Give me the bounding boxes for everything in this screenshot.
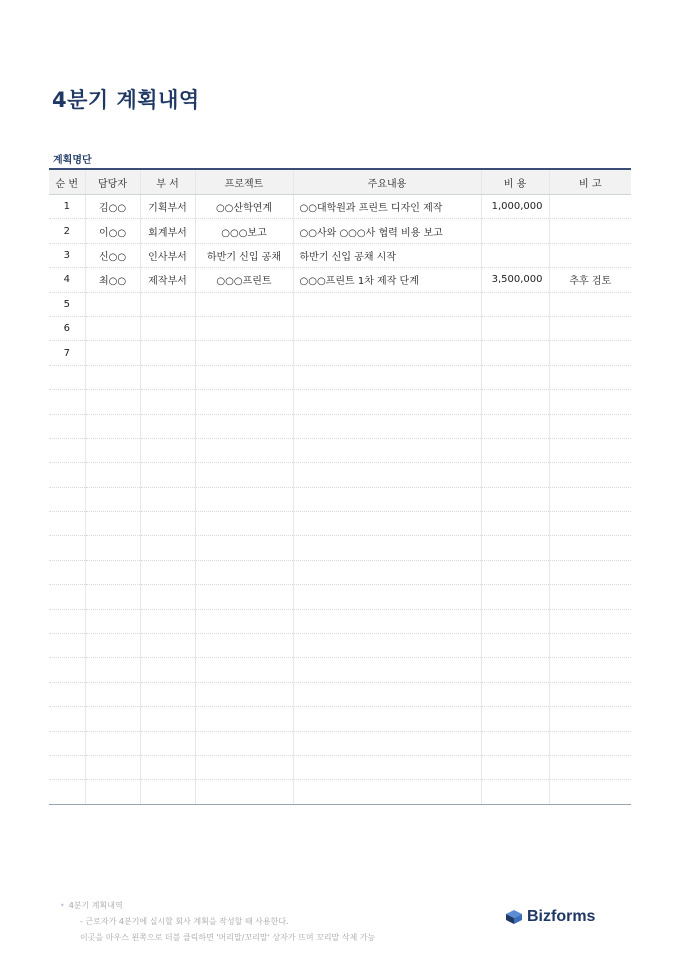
table-row [49,707,631,731]
cell-project [195,707,293,731]
cell-remarks [549,463,631,487]
cell-manager: 김○○ [85,195,140,219]
cell-department [140,487,195,511]
cell-department [140,585,195,609]
cell-project [195,780,293,804]
cell-department [140,658,195,682]
cell-number [49,634,85,658]
table-row [49,365,631,389]
cell-content: 하반기 신입 공채 시작 [293,243,481,267]
table-row [49,512,631,536]
cell-content: ○○대학원과 프린트 디자인 제작 [293,195,481,219]
cell-manager [85,707,140,731]
cell-content [293,634,481,658]
cell-cost [481,341,549,365]
cell-manager [85,731,140,755]
cell-manager [85,512,140,536]
logo-text: Bizforms [527,908,596,925]
table-row [49,463,631,487]
cell-cost [481,438,549,462]
cell-remarks [549,292,631,316]
cell-number: 4 [49,268,85,292]
cell-number: 2 [49,219,85,243]
cell-content [293,560,481,584]
section-label: 계획명단 [53,155,92,166]
table-row [49,438,631,462]
cell-manager [85,536,140,560]
cell-cost [481,316,549,340]
cell-content [293,682,481,706]
cell-remarks [549,609,631,633]
cell-remarks [549,243,631,267]
cell-project [195,292,293,316]
cell-content [293,316,481,340]
cell-number [49,390,85,414]
cell-remarks: 추후 검토 [549,268,631,292]
cell-department: 제작부서 [140,268,195,292]
cell-cost [481,780,549,804]
cell-remarks [549,707,631,731]
table-row [49,414,631,438]
cell-department [140,316,195,340]
cell-content [293,365,481,389]
table-row [49,634,631,658]
cell-content [293,292,481,316]
cell-content [293,512,481,536]
col-header-number: 순 번 [49,169,85,195]
table-row [49,243,631,267]
cell-cost [481,512,549,536]
table-row [49,585,631,609]
cell-department [140,512,195,536]
cell-content [293,585,481,609]
table-body [49,195,631,805]
cell-cost [481,707,549,731]
cell-number [49,780,85,804]
cell-content [293,341,481,365]
cell-number: 6 [49,316,85,340]
cell-number [49,707,85,731]
cell-content [293,390,481,414]
cell-number [49,463,85,487]
cell-remarks [549,219,631,243]
cell-department [140,560,195,584]
table-row [49,560,631,584]
cell-remarks [549,195,631,219]
cell-manager: 신○○ [85,243,140,267]
bizforms-logo-icon [505,909,523,925]
cell-department [140,438,195,462]
cell-cost [481,219,549,243]
cell-department [140,609,195,633]
table-header-row [49,169,631,195]
page-title: 4분기 계획내역 [52,88,200,112]
cell-manager [85,609,140,633]
cell-content [293,463,481,487]
cell-content [293,414,481,438]
cell-department [140,634,195,658]
cell-manager [85,341,140,365]
cell-project [195,755,293,779]
cell-cost [481,560,549,584]
cell-department [140,341,195,365]
cell-content [293,438,481,462]
cell-cost [481,585,549,609]
cell-remarks [549,390,631,414]
cell-content: ○○○프린트 1차 제작 단계 [293,268,481,292]
cell-cost: 1,000,000 [481,195,549,219]
cell-content [293,487,481,511]
cell-project [195,512,293,536]
cell-number [49,609,85,633]
cell-manager [85,682,140,706]
cell-cost [481,536,549,560]
cell-project [195,365,293,389]
table-row [49,219,631,243]
col-header-department: 부 서 [140,169,195,195]
cell-cost [481,414,549,438]
cell-number [49,365,85,389]
cell-remarks [549,438,631,462]
cell-manager [85,780,140,804]
table-row [49,268,631,292]
cell-cost [481,609,549,633]
cell-department [140,682,195,706]
cell-project: 하반기 신입 공채 [195,243,293,267]
cell-number [49,560,85,584]
col-header-project: 프로젝트 [195,169,293,195]
cell-project [195,341,293,365]
cell-project [195,585,293,609]
cell-remarks [549,487,631,511]
cell-remarks [549,365,631,389]
cell-project [195,414,293,438]
cell-number: 1 [49,195,85,219]
cell-department [140,731,195,755]
cell-project: ○○○보고 [195,219,293,243]
cell-content [293,658,481,682]
table-row [49,292,631,316]
table-row [49,755,631,779]
cell-cost [481,463,549,487]
cell-content [293,536,481,560]
cell-manager: 이○○ [85,219,140,243]
cell-department [140,707,195,731]
cell-cost [481,292,549,316]
cell-project [195,536,293,560]
table-row [49,341,631,365]
plan-table [49,168,631,805]
table-row [49,609,631,633]
cell-cost [481,365,549,389]
cell-project [195,316,293,340]
table-row [49,316,631,340]
cell-department [140,780,195,804]
cell-project [195,438,293,462]
notes-line: - 근로자가 4분기에 실시할 회사 계획을 작성할 때 사용한다. [80,917,289,926]
cell-project [195,463,293,487]
cell-number [49,536,85,560]
cell-remarks [549,414,631,438]
table-row [49,390,631,414]
cell-department [140,755,195,779]
col-header-remarks: 비 고 [549,169,631,195]
cell-content [293,780,481,804]
table-row [49,195,631,219]
cell-manager [85,292,140,316]
cell-remarks [549,341,631,365]
cell-content [293,609,481,633]
bizforms-logo [505,908,595,926]
cell-department [140,365,195,389]
cell-manager [85,560,140,584]
cell-cost: 3,500,000 [481,268,549,292]
cell-manager [85,365,140,389]
col-header-content: 주요내용 [293,169,481,195]
col-header-manager: 담당자 [85,169,140,195]
cell-manager [85,658,140,682]
cell-department: 회계부서 [140,219,195,243]
cell-number: 3 [49,243,85,267]
cell-remarks [549,658,631,682]
cell-number [49,755,85,779]
cell-remarks [549,560,631,584]
cell-project [195,609,293,633]
cell-manager [85,438,140,462]
cell-content [293,731,481,755]
cell-remarks [549,585,631,609]
cell-remarks [549,316,631,340]
cell-number [49,438,85,462]
cell-project: ○○○프린트 [195,268,293,292]
cell-manager [85,634,140,658]
table-row [49,487,631,511]
cell-department [140,414,195,438]
cell-manager [85,414,140,438]
table-row [49,780,631,804]
cell-number [49,682,85,706]
col-header-cost: 비 용 [481,169,549,195]
cell-manager: 최○○ [85,268,140,292]
cell-remarks [549,755,631,779]
cell-cost [481,731,549,755]
cell-remarks [549,682,631,706]
cell-cost [481,487,549,511]
cell-cost [481,658,549,682]
cell-number [49,487,85,511]
cell-project [195,682,293,706]
notes-line: 이곳을 마우스 왼쪽으로 더블 클릭하면 '머리말/꼬리말' 상자가 뜨며 꼬리말 삭제 가능 [80,933,376,942]
cell-department [140,463,195,487]
cell-project [195,560,293,584]
bullet-icon: • [60,901,65,910]
table-row [49,536,631,560]
cell-department: 인사부서 [140,243,195,267]
table-row [49,682,631,706]
cell-number [49,585,85,609]
cell-cost [481,682,549,706]
cell-project [195,658,293,682]
table-row [49,658,631,682]
cell-department [140,390,195,414]
cell-remarks [549,731,631,755]
cell-number [49,658,85,682]
cell-manager [85,463,140,487]
cell-manager [85,316,140,340]
cell-content: ○○사와 ○○○사 협력 비용 보고 [293,219,481,243]
cell-manager [85,585,140,609]
cell-number [49,512,85,536]
cell-department: 기획부서 [140,195,195,219]
cell-content [293,707,481,731]
cell-number: 7 [49,341,85,365]
footer-notes [60,898,375,946]
cell-number [49,414,85,438]
cell-remarks [549,634,631,658]
cell-project: ○○산학연계 [195,195,293,219]
cell-department [140,536,195,560]
cell-remarks [549,780,631,804]
notes-heading: 4분기 계획내역 [68,901,123,910]
cell-project [195,634,293,658]
cell-remarks [549,512,631,536]
cell-number: 5 [49,292,85,316]
table-row [49,731,631,755]
cell-cost [481,634,549,658]
cell-cost [481,390,549,414]
cell-remarks [549,536,631,560]
cell-project [195,731,293,755]
cell-number [49,731,85,755]
cell-project [195,487,293,511]
cell-project [195,390,293,414]
cell-cost [481,243,549,267]
cell-manager [85,390,140,414]
cell-department [140,292,195,316]
cell-content [293,755,481,779]
cell-manager [85,487,140,511]
cell-cost [481,755,549,779]
cell-manager [85,755,140,779]
